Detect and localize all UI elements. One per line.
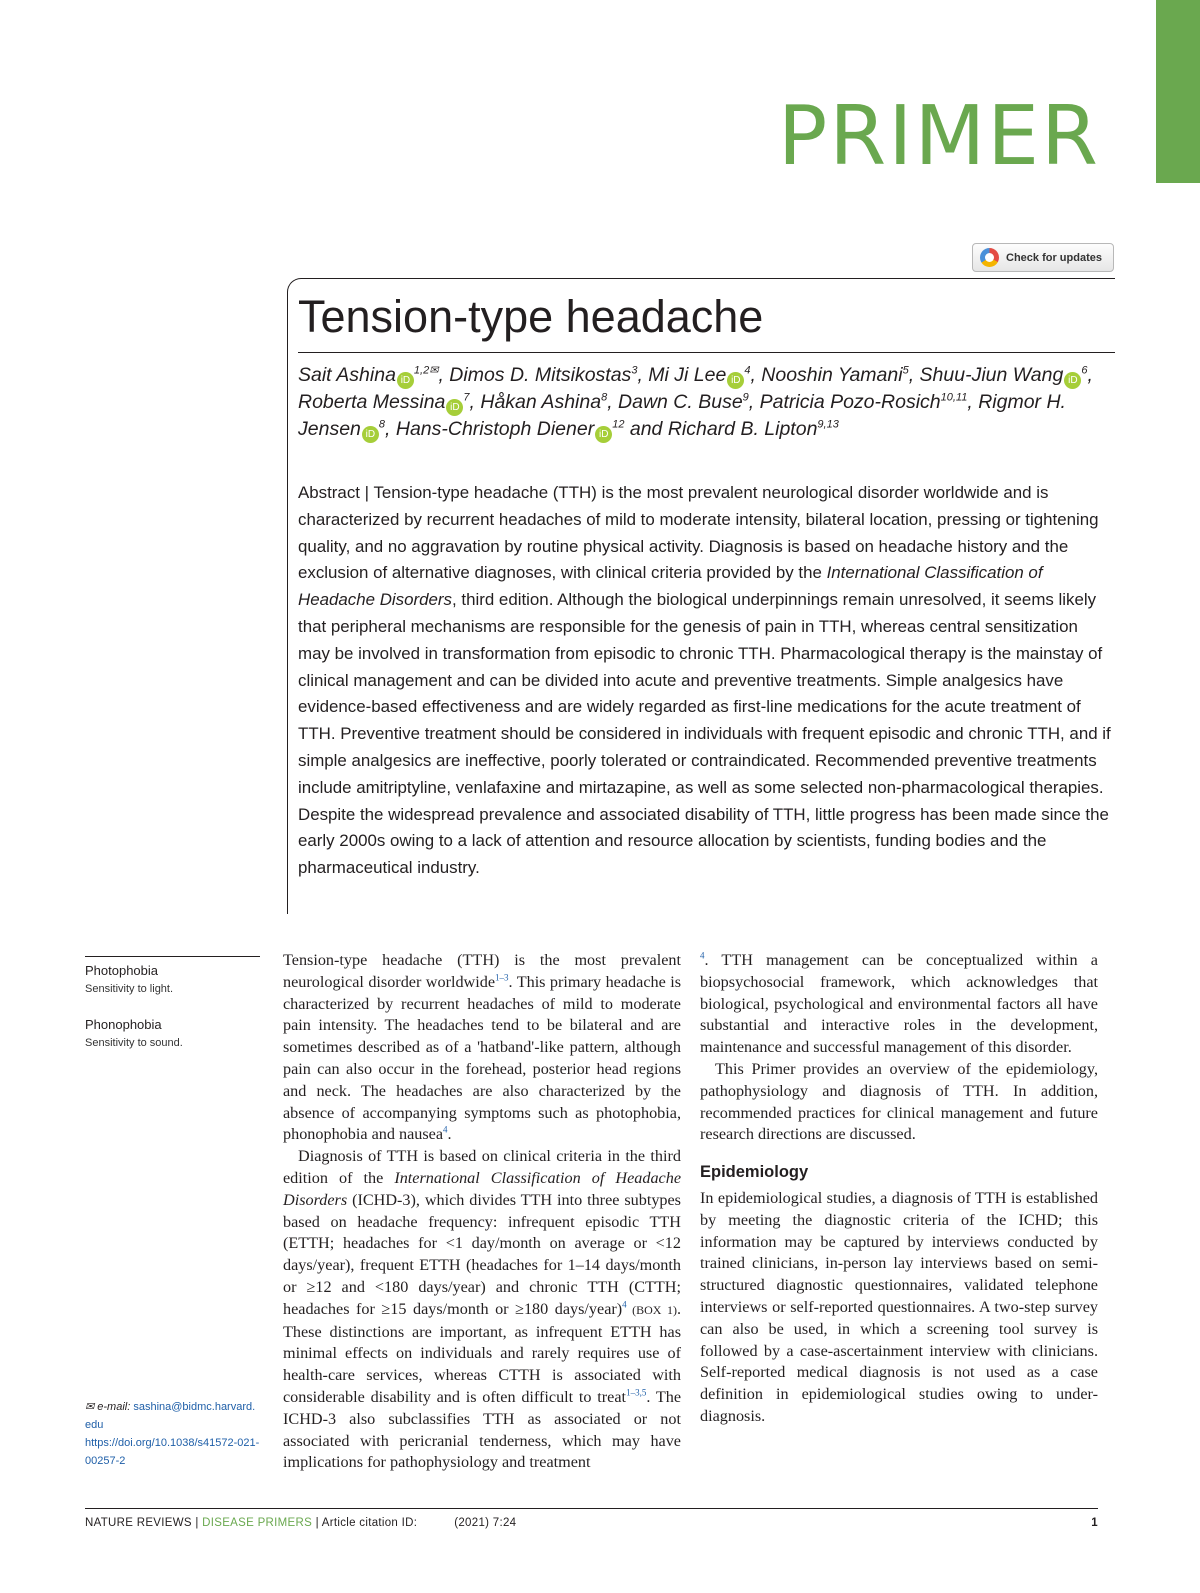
body-paragraph xyxy=(283,1146,681,1474)
text-run: . The ICHD-3 also subclassifies TTH as associated or not associated with pericranial tenderness, which may have implications for pathophysiology and treatment xyxy=(283,1387,682,1472)
author-name: Dimos D. Mitsikostas xyxy=(449,364,632,386)
author[interactable] xyxy=(920,364,1093,386)
contact-info xyxy=(85,1398,260,1470)
body-paragraph xyxy=(283,950,681,1146)
citation-value: (2021) 7:24 xyxy=(454,1517,517,1529)
footer-separator: | xyxy=(191,1517,203,1529)
author-name: Rigmor H. Jensen xyxy=(298,391,1066,440)
page-footer xyxy=(85,1517,1098,1529)
author-affiliation: 12 xyxy=(612,418,625,431)
orcid-icon[interactable]: iD xyxy=(1064,372,1081,389)
reference-link[interactable]: 1–3 xyxy=(495,972,509,983)
author-separator: , xyxy=(469,391,481,413)
glossary-term: Photophobia xyxy=(85,963,159,978)
author-affiliation: 9 xyxy=(742,391,749,404)
section-heading-epidemiology: Epidemiology xyxy=(700,1163,809,1182)
author-separator: , xyxy=(967,391,979,413)
section-label: PRIMER xyxy=(777,89,1100,184)
author-separator: and xyxy=(624,418,668,440)
author[interactable] xyxy=(449,364,648,386)
text-run: (ICHD-3), which divides TTH into three subtypes based on headache frequency: infrequent episodic TTH (ETTH; headaches for <1 day/month on average or <12 days/year), frequent ETTH (headaches for 1–14 days/month or ≥12 and <180 days/year) and chronic TTH (CTTH; headaches for ≥15 days/month or ≥180 days/year) xyxy=(283,1190,681,1318)
text-run: . xyxy=(447,1125,452,1144)
abstract-text-b: , third edition. Although the biological underpinnings remain unresolved, it seems likely that peripheral mechanisms are responsible for the genesis of pain in TTH, whereas central sensitization may be involved in transformation from episodic to chronic TTH. Pharmacological therapy is the mainstay of clinical management and can be divided into acute and preventive treatments. Simple analgesics have evidence-based effectiveness and are widely regarded as first-line medications for the acute treatment of TTH. Preventive treatment should be considered in individuals with frequent episodic and chronic TTH, and if simple analgesics are ineffective, poorly tolerated or contraindicated. Recommended preventive treatments include amitriptyline, venlafaxine and mirtazapine, as well as some selected non-pharmacological therapies. Despite the widespread prevalence and associated disability of TTH, little progress has been made since the early 2000s owing to a lack of attention and resource allocation by scientists, funding bodies and the pharmaceutical industry. xyxy=(298,590,1111,878)
author-affiliation: 10,11 xyxy=(940,391,968,404)
journal-name: NATURE REVIEWS xyxy=(85,1517,192,1529)
author-affiliation: 8 xyxy=(378,418,386,431)
author-separator: , xyxy=(1087,364,1093,386)
glossary-entry xyxy=(85,1016,260,1052)
glossary-entry xyxy=(85,962,260,998)
check-updates-label: Check for updates xyxy=(1006,251,1102,264)
citation-label: Article citation ID: xyxy=(321,1517,418,1529)
text-run: . These distinctions are important, as infrequent ETTH has minimal effects on individuals and rarely requires use of health-care services, whereas CTTH is associated with considerable disability and is often difficult to treat xyxy=(283,1299,681,1406)
footer-divider xyxy=(85,1508,1098,1509)
author-separator: , xyxy=(750,364,762,386)
author[interactable] xyxy=(480,391,618,413)
box-reference-link[interactable]: (BOX 1) xyxy=(626,1302,677,1317)
author-affiliation: 8 xyxy=(601,391,608,404)
glossary-definition: Sensitivity to light. xyxy=(85,983,174,995)
section-color-tab xyxy=(1156,0,1200,183)
email-link[interactable]: sashina@bidmc.harvard.edu xyxy=(85,1401,256,1431)
text-run-italic: International Classification of Headache Disorders xyxy=(283,1168,682,1209)
text-run: . This primary headache is characterized by recurrent headaches of mild to moderate pain intensity. The headaches tend to be bilateral and are sometimes described as of a 'hatband'-like pattern, although pain can also occur in the forehead, posterior head regions and neck. The headaches are also characterized by the absence of accompanying symptoms such as photophobia, phonophobia and nausea xyxy=(283,972,681,1144)
author-affiliation: 4 xyxy=(744,364,751,377)
page-number: 1 xyxy=(1091,1517,1098,1529)
author-name: Shuu-Jiun Wang xyxy=(919,364,1064,386)
doi-link[interactable]: https://doi.org/10.1038/s41572-021-00257-2 xyxy=(85,1437,260,1467)
abstract-text-a: Tension-type headache (TTH) is the most prevalent neurological disorder worldwide and is characterized by recurrent headaches of mild to moderate intensity, bilateral location, pressing or tightening quality, and no aggravation by routine physical activity. Diagnosis is based on headache history and the exclusion of alternative diagnoses, with clinical criteria provided by the xyxy=(298,483,1099,583)
abstract xyxy=(298,480,1113,882)
author-separator: , xyxy=(438,364,450,386)
author[interactable] xyxy=(648,364,761,386)
text-run: Diagnosis of TTH is based on clinical criteria in the third edition of the xyxy=(283,1147,681,1187)
author[interactable] xyxy=(761,364,919,386)
author-affiliation: 7 xyxy=(463,391,470,404)
author-affiliation: 6 xyxy=(1081,364,1088,377)
author-separator: , xyxy=(385,418,396,440)
reference-link[interactable]: 4 xyxy=(700,950,705,961)
author[interactable] xyxy=(760,391,979,413)
author-separator: , xyxy=(637,364,649,386)
author[interactable] xyxy=(298,364,449,386)
author[interactable] xyxy=(298,391,480,413)
author-affiliation: 9,13 xyxy=(817,418,839,431)
title-divider xyxy=(298,352,1115,353)
author-name: Patricia Pozo-Rosich xyxy=(759,391,941,413)
author-name: Dawn C. Buse xyxy=(618,391,743,413)
author[interactable] xyxy=(668,418,839,440)
author-name: Nooshin Yamani xyxy=(761,364,903,386)
section-link[interactable]: DISEASE PRIMERS xyxy=(202,1517,313,1529)
orcid-icon[interactable]: iD xyxy=(362,426,379,443)
reference-link[interactable]: 1–3,5 xyxy=(626,1387,647,1398)
body-column-right xyxy=(700,950,1098,1428)
author-separator: , xyxy=(908,364,920,386)
check-for-updates-button[interactable] xyxy=(972,243,1114,272)
crossmark-icon xyxy=(980,248,999,267)
author-affiliation: 1,2✉ xyxy=(413,364,439,377)
abstract-text-italic: International Classification of Headache Disorders xyxy=(298,563,1043,610)
reference-link[interactable]: 4 xyxy=(622,1299,627,1310)
glossary-term: Phonophobia xyxy=(85,1017,162,1032)
body-paragraph: In epidemiological studies, a diagnosis of TTH is established by meeting the diagnostic criteria of the ICHD; this information may be captured by interviews conducted by trained clinicians, in-person lay interviews based on semi-structured diagnostic questionnaires, validated telephone interviews or self-reported questionnaires. A two-step survey can also be used, in which a screening tool survey is followed by a case-ascertainment interview with clinicians. Self-reported medical diagnosis is not used as a case definition in epidemiological studies owing to under-diagnosis. xyxy=(700,1188,1098,1425)
envelope-icon: ✉ xyxy=(85,1401,95,1413)
orcid-icon[interactable]: iD xyxy=(595,426,612,443)
author-name: Hans-Christoph Diener xyxy=(395,418,595,440)
footer-separator: | xyxy=(312,1517,322,1529)
author[interactable] xyxy=(618,391,760,413)
author[interactable] xyxy=(396,418,668,440)
abstract-label: Abstract | xyxy=(298,483,374,502)
article-title: Tension-type headache xyxy=(298,291,764,342)
glossary-definition: Sensitivity to sound. xyxy=(85,1037,183,1049)
author-name: Sait Ashina xyxy=(298,364,396,386)
orcid-icon[interactable]: iD xyxy=(727,372,744,389)
email-label: e-mail: xyxy=(97,1401,134,1413)
author-name: Mi Ji Lee xyxy=(648,364,727,386)
body-paragraph-continued xyxy=(700,950,1098,1059)
author-name: Richard B. Lipton xyxy=(667,418,818,440)
author-separator: , xyxy=(748,391,760,413)
author-name: Håkan Ashina xyxy=(480,391,602,413)
sidebar-divider xyxy=(85,956,260,957)
author-separator: , xyxy=(607,391,619,413)
body-paragraph: This Primer provides an overview of the epidemiology, pathophysiology and diagnosis of TTH. In addition, recommended practices for clinical management and future research directions are discussed. xyxy=(700,1059,1098,1144)
author-affiliation: 5 xyxy=(902,364,909,377)
orcid-icon[interactable]: iD xyxy=(397,372,414,389)
author-list xyxy=(298,362,1113,443)
text-run: Tension-type headache (TTH) is the most prevalent neurological disorder worldwide xyxy=(283,951,681,991)
orcid-icon[interactable]: iD xyxy=(446,399,463,416)
body-column-left xyxy=(283,950,681,1474)
reference-link[interactable]: 4 xyxy=(443,1124,448,1135)
author-name: Roberta Messina xyxy=(298,391,446,413)
text-run: . TTH management can be conceptualized within a biopsychosocial framework, which acknowledges that biological, psychological and environmental factors all have substantial and interactive roles in the development, maintenance and successful management of this disorder. xyxy=(700,951,1098,1057)
author-affiliation: 3 xyxy=(631,364,638,377)
